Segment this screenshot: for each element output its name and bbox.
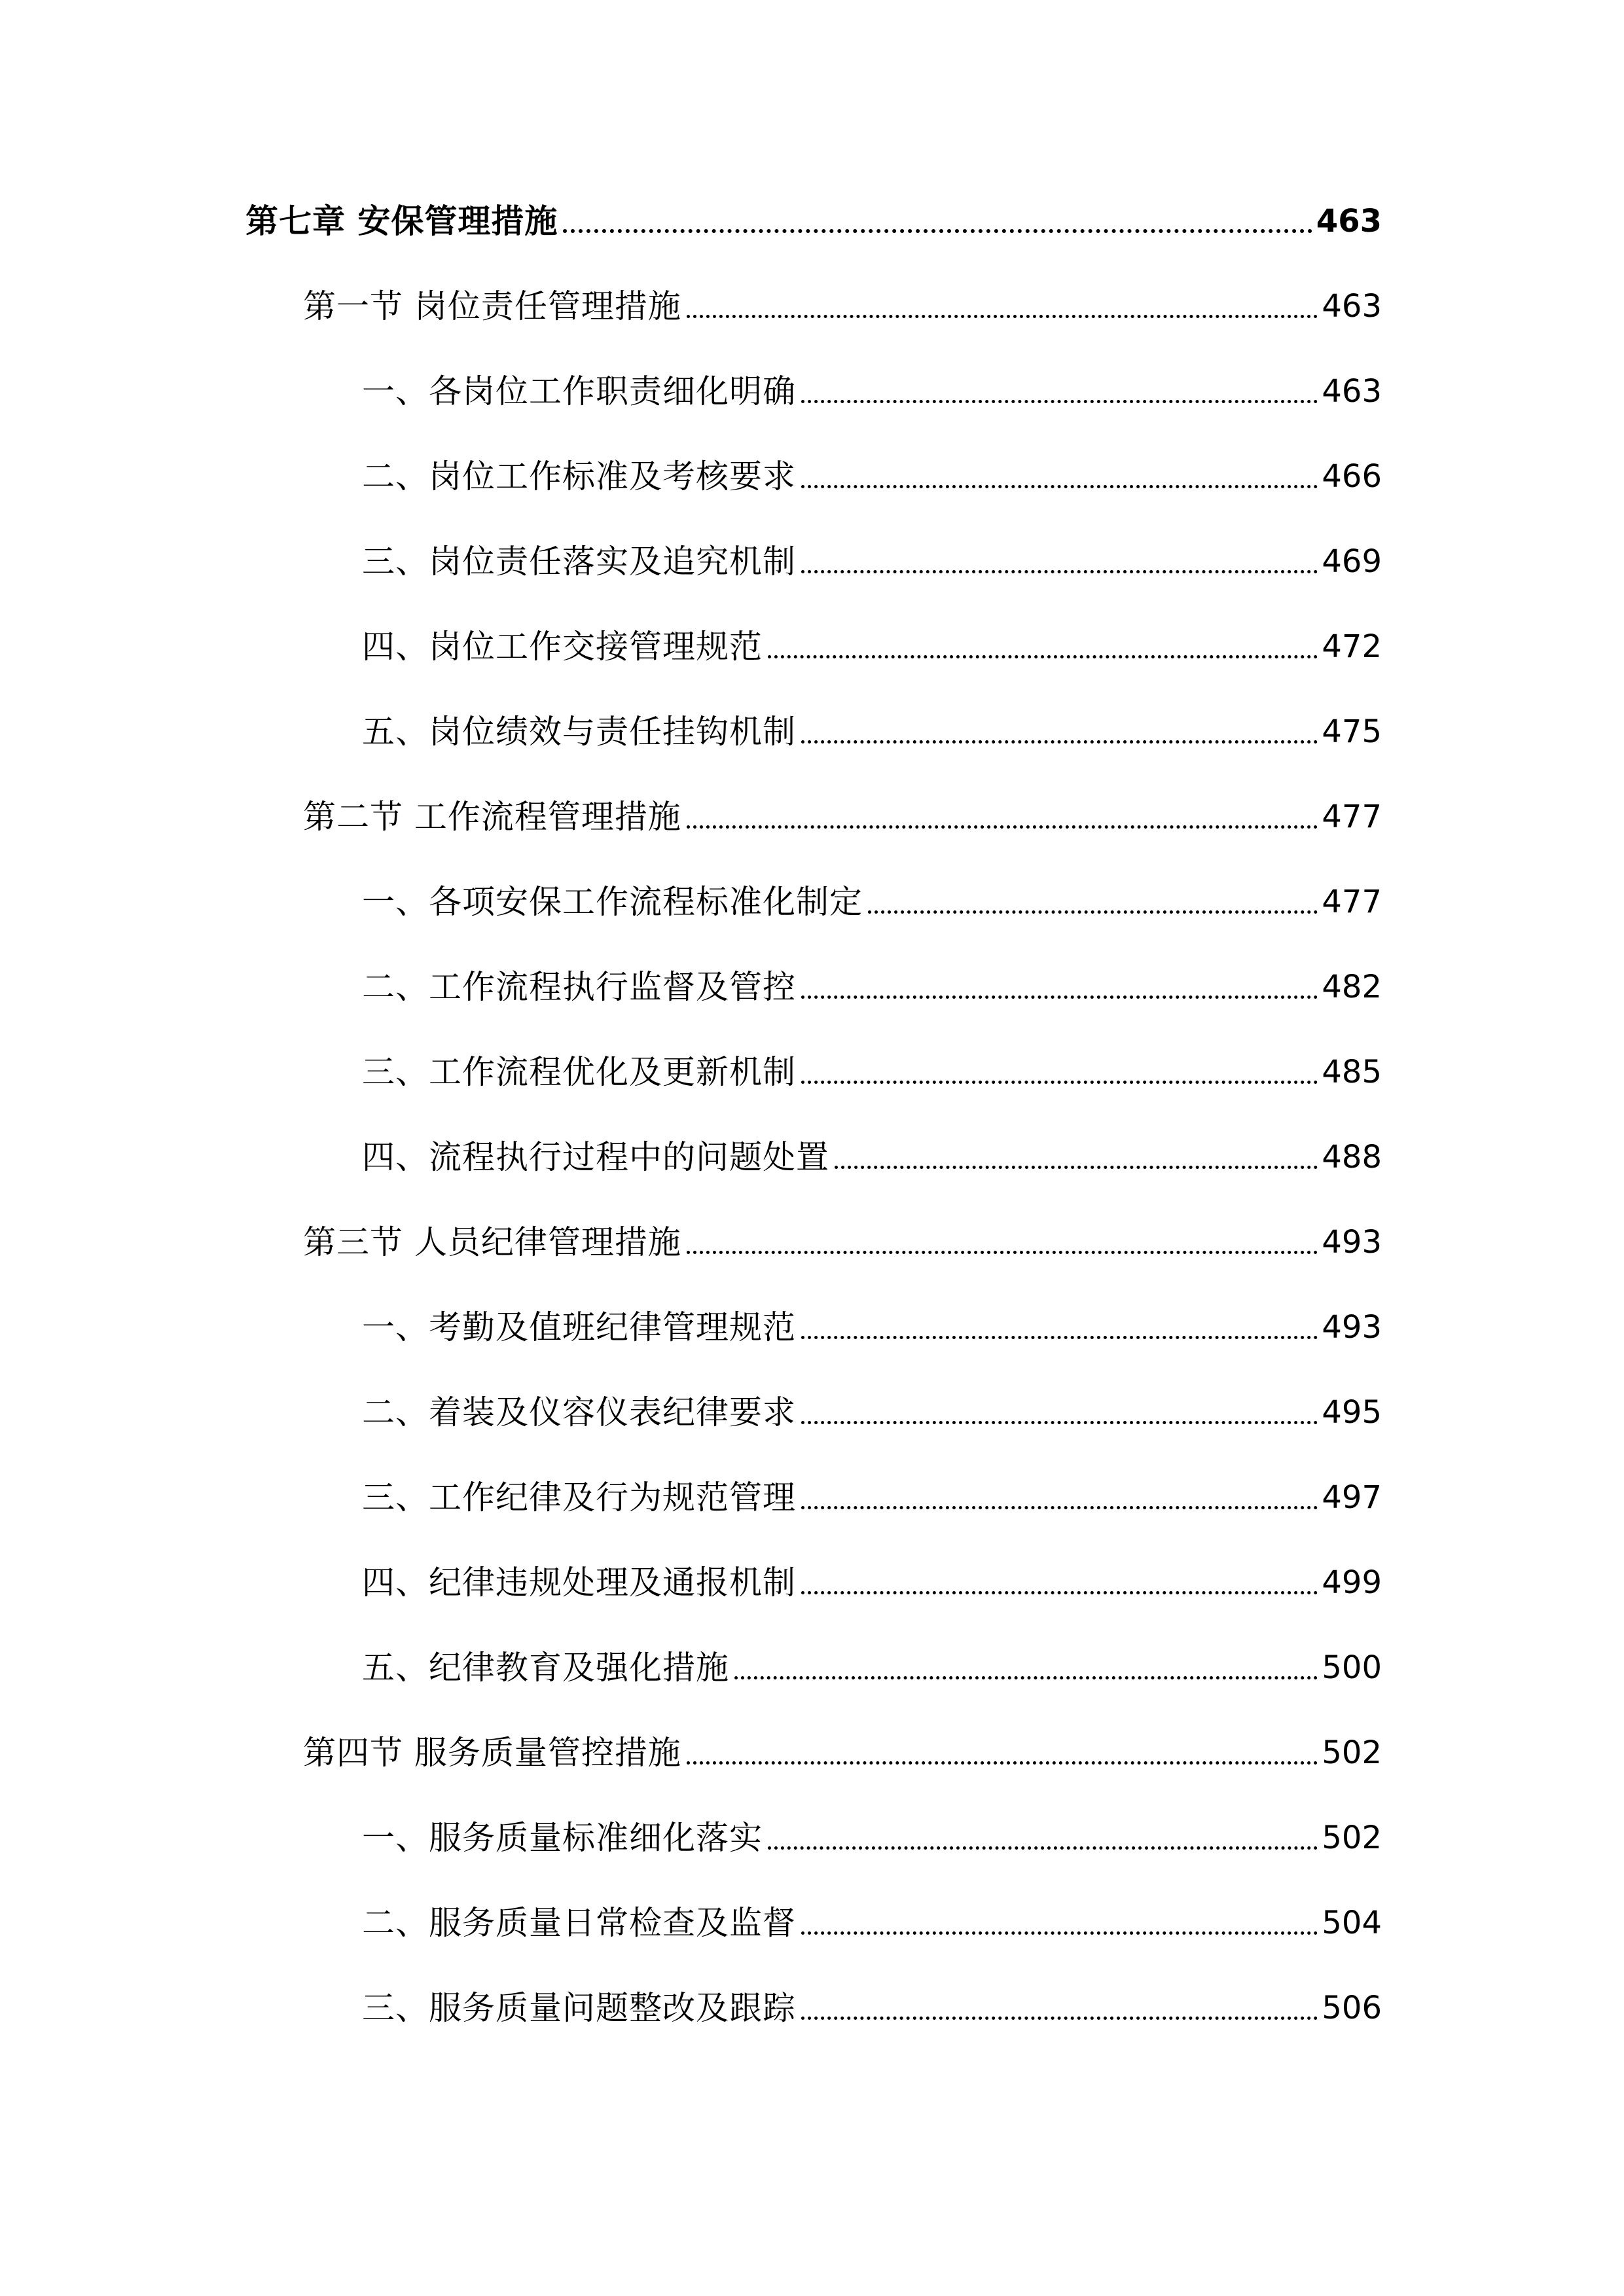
toc-entry-label: 四、纪律违规处理及通报机制 [362, 1564, 796, 1602]
toc-entry-subsection[interactable] [362, 956, 1382, 1008]
toc-entry-page-number: 502 [1322, 1734, 1382, 1771]
toc-entry-page-number: 463 [1322, 288, 1382, 325]
toc-entry-label: 第七章 安保管理措施 [245, 202, 558, 240]
toc-entry-label: 二、着装及仪容仪表纪律要求 [362, 1393, 796, 1431]
toc-entry-label: 第一节 岗位责任管理措施 [303, 287, 681, 325]
dot-leader [801, 1931, 1318, 1935]
toc-entry-label: 二、服务质量日常检查及监督 [362, 1904, 796, 1942]
dot-leader [801, 2017, 1318, 2020]
toc-entry-label: 四、流程执行过程中的问题处置 [362, 1138, 829, 1176]
toc-entry-page-number: 463 [1322, 373, 1382, 410]
toc-entry-page-number: 495 [1322, 1394, 1382, 1431]
toc-entry-page-number: 493 [1322, 1309, 1382, 1346]
toc-entry-page-number: 504 [1322, 1905, 1382, 1941]
dot-leader [801, 1506, 1318, 1509]
toc-entry-subsection[interactable] [362, 1551, 1382, 1604]
toc-entry-page-number: 477 [1322, 884, 1382, 920]
toc-entry-page-number: 506 [1322, 1990, 1382, 2026]
toc-entry-subsection[interactable] [362, 1126, 1382, 1178]
dot-leader [687, 825, 1318, 829]
toc-entry-subsection[interactable] [362, 615, 1382, 668]
dot-leader [687, 315, 1318, 318]
dot-leader [801, 570, 1318, 573]
dot-leader [687, 1761, 1318, 1765]
toc-entry-label: 三、工作流程优化及更新机制 [362, 1053, 796, 1091]
dot-leader [868, 910, 1318, 914]
dot-leader [768, 1846, 1318, 1850]
toc-entry-subsection[interactable] [362, 530, 1382, 583]
dot-leader [801, 740, 1318, 744]
toc-entry-page-number: 475 [1322, 713, 1382, 750]
toc-entry-section[interactable] [303, 785, 1382, 838]
toc-entry-subsection[interactable] [362, 700, 1382, 753]
toc-entry-label: 三、岗位责任落实及追究机制 [362, 543, 796, 581]
toc-entry-page-number: 493 [1322, 1224, 1382, 1261]
toc-entry-label: 第二节 工作流程管理措施 [303, 798, 681, 836]
dot-leader [801, 485, 1318, 488]
toc-entry-subsection[interactable] [362, 1892, 1382, 1944]
toc-entry-label: 第四节 服务质量管控措施 [303, 1734, 681, 1772]
dot-leader [801, 1591, 1318, 1594]
toc-entry-label: 三、工作纪律及行为规范管理 [362, 1479, 796, 1516]
toc-entry-subsection[interactable] [362, 445, 1382, 497]
toc-entry-page-number: 469 [1322, 543, 1382, 580]
toc-entry-subsection[interactable] [362, 360, 1382, 412]
toc-entry-section[interactable] [303, 1721, 1382, 1774]
toc-entry-page-number: 485 [1322, 1054, 1382, 1090]
toc-entry-page-number: 477 [1322, 798, 1382, 835]
toc-entry-page-number: 482 [1322, 969, 1382, 1005]
dot-leader [801, 1081, 1318, 1084]
toc-entry-label: 二、岗位工作标准及考核要求 [362, 457, 796, 495]
dot-leader [687, 1251, 1318, 1254]
toc-entry-page-number: 472 [1322, 628, 1382, 665]
dot-leader [835, 1166, 1318, 1169]
dot-leader [734, 1676, 1318, 1679]
toc-entry-page-number: 466 [1322, 458, 1382, 495]
toc-entry-section[interactable] [303, 1211, 1382, 1263]
toc-entry-chapter[interactable] [245, 190, 1382, 242]
toc-entry-label: 四、岗位工作交接管理规范 [362, 628, 763, 666]
toc-entry-label: 二、工作流程执行监督及管控 [362, 968, 796, 1006]
toc-entry-label: 一、服务质量标准细化落实 [362, 1819, 763, 1857]
toc-entry-subsection[interactable] [362, 1977, 1382, 2029]
toc-entry-subsection[interactable] [362, 1806, 1382, 1859]
toc-entry-page-number: 488 [1322, 1139, 1382, 1175]
dot-leader [801, 1336, 1318, 1339]
toc-entry-label: 三、服务质量问题整改及跟踪 [362, 1989, 796, 2027]
toc-entry-subsection[interactable] [362, 870, 1382, 923]
toc-entry-subsection[interactable] [362, 1466, 1382, 1518]
toc-entry-subsection[interactable] [362, 1636, 1382, 1689]
toc-entry-page-number: 499 [1322, 1564, 1382, 1601]
toc-entry-page-number: 502 [1322, 1820, 1382, 1856]
toc-entry-label: 一、各项安保工作流程标准化制定 [362, 883, 863, 921]
toc-entry-page-number: 463 [1316, 203, 1382, 240]
toc-entry-subsection[interactable] [362, 1041, 1382, 1093]
toc-entry-label: 五、岗位绩效与责任挂钩机制 [362, 713, 796, 751]
toc-entry-page-number: 500 [1322, 1649, 1382, 1686]
toc-entry-section[interactable] [303, 275, 1382, 327]
toc-entry-subsection[interactable] [362, 1296, 1382, 1348]
toc-entry-label: 第三节 人员纪律管理措施 [303, 1223, 681, 1261]
dot-leader [563, 229, 1312, 233]
toc-entry-label: 一、考勤及值班纪律管理规范 [362, 1308, 796, 1346]
toc-entry-page-number: 497 [1322, 1479, 1382, 1516]
toc-entry-label: 一、各岗位工作职责细化明确 [362, 372, 796, 410]
dot-leader [801, 1421, 1318, 1424]
toc-entry-subsection[interactable] [362, 1381, 1382, 1433]
toc-entry-label: 五、纪律教育及强化措施 [362, 1649, 729, 1687]
dot-leader [801, 400, 1318, 403]
dot-leader [768, 655, 1318, 658]
dot-leader [801, 996, 1318, 999]
